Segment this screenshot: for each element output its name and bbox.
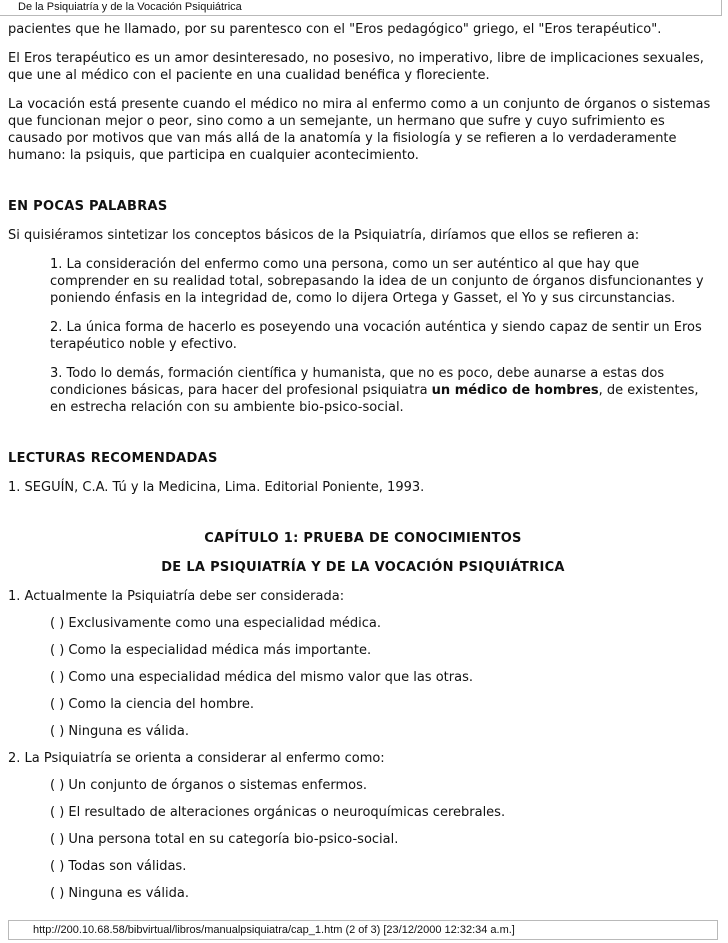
answer-option: ( ) Ninguna es válida. — [50, 886, 189, 901]
answer-option: ( ) Un conjunto de órganos o sistemas enfermos. — [50, 778, 368, 793]
paragraph: pacientes que he llamado, por su parentesco con el "Eros pedagógico" griego, el "Eros terapéutico". — [8, 22, 662, 37]
section-heading: EN POCAS PALABRAS — [8, 199, 168, 214]
summary-item-text: 3. Todo lo demás, formación científica y humanista, que no es poco, debe aunarse a estas dos condiciones básicas, para hacer del profesional psiquiatra — [50, 366, 665, 398]
question — [8, 750, 718, 902]
answer-option: ( ) Todas son válidas. — [50, 859, 187, 874]
paragraph: La vocación está presente cuando el médico no mira al enfermo como a un conjunto de órganos o sistemas que funcionan mejor o peor, sino como a un semejante, un hermano que sufre y cuyo sufrimiento es causado por motivos que van más allá de la anatomía y la fisiología y se refieren a lo verdaderamente humano: la psiquis, que participa en cualquier acontecimiento. — [8, 97, 711, 163]
summary-item: 2. La única forma de hacerlo es poseyendo una vocación auténtica y siendo capaz de sentir un Eros terapéutico noble y efectivo. — [50, 320, 702, 352]
answer-option: ( ) Como la ciencia del hombre. — [50, 697, 255, 712]
page-footer — [8, 920, 718, 940]
reading-item: 1. SEGUÍN, C.A. Tú y la Medicina, Lima. Editorial Poniente, 1993. — [8, 480, 425, 495]
summary-item — [50, 365, 718, 416]
question-text: 2. La Psiquiatría se orienta a considerar al enfermo como: — [8, 751, 385, 766]
answer-option: ( ) Como una especialidad médica del mismo valor que las otras. — [50, 670, 473, 685]
header-title: De la Psiquiatría y de la Vocación Psiquiátrica — [18, 1, 242, 13]
answer-option: ( ) Exclusivamente como una especialidad médica. — [50, 616, 382, 631]
section-heading: LECTURAS RECOMENDADAS — [8, 451, 218, 466]
answer-option: ( ) Como la especialidad médica más importante. — [50, 643, 372, 658]
document-body — [8, 21, 718, 912]
summary-item: 1. La consideración del enfermo como una persona, como un ser auténtico al que hay que comprender en su realidad total, sobrepasando la idea de un conjunto de órganos disfuncionantes y poniendo énfasis en la integridad de, como lo dijera Ortega y Gasset, el Yo y sus circunstancias. — [50, 257, 704, 306]
quiz-subtitle: DE LA PSIQUIATRÍA Y DE LA VOCACIÓN PSIQUIÁTRICA — [161, 560, 565, 575]
summary-intro: Si quisiéramos sintetizar los conceptos básicos de la Psiquiatría, diríamos que ellos se refieren a: — [8, 228, 640, 243]
answer-option: ( ) Ninguna es válida. — [50, 724, 189, 739]
summary-item-text: , de existentes, en estrecha relación con su ambiente bio-psico-social. — [50, 383, 699, 415]
question-text: 1. Actualmente la Psiquiatría debe ser considerada: — [8, 589, 345, 604]
question — [8, 588, 718, 740]
emphasis-text: un médico de hombres — [431, 383, 599, 398]
answer-option: ( ) Una persona total en su categoría bio-psico-social. — [50, 832, 399, 847]
answer-option: ( ) El resultado de alteraciones orgánicas o neuroquímicas cerebrales. — [50, 805, 506, 820]
quiz-title: CAPÍTULO 1: PRUEBA DE CONOCIMIENTOS — [204, 531, 522, 546]
page-header — [0, 0, 722, 16]
paragraph: El Eros terapéutico es un amor desinteresado, no posesivo, no imperativo, libre de implicaciones sexuales, que une al médico con el paciente en una cualidad benéfica y floreciente. — [8, 51, 704, 83]
footer-url: http://200.10.68.58/bibvirtual/libros/manualpsiquiatra/cap_1.htm (2 of 3) [23/12/2000 12:32:34 a.m.] — [33, 924, 515, 936]
